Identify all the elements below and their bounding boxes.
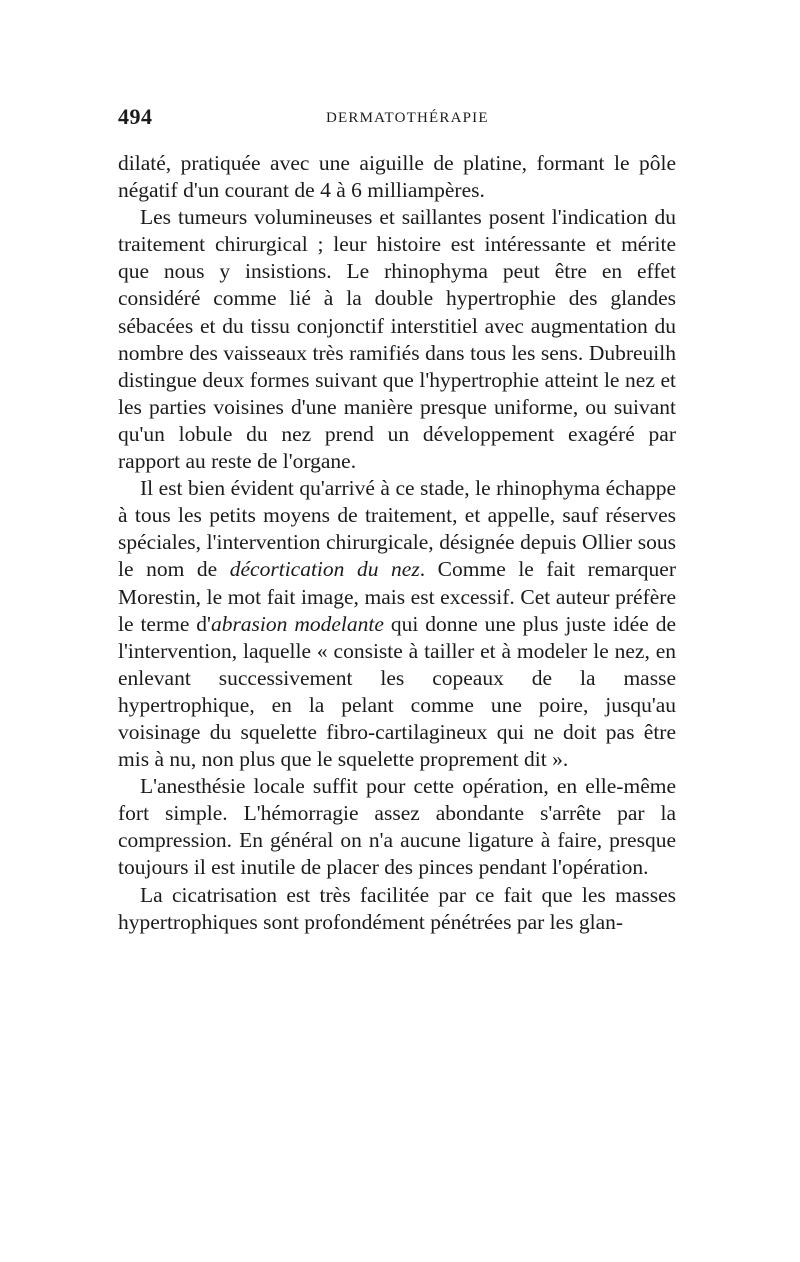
- paragraph-3-part-2: . Comme le fait remarquer Morestin, le mot fait image, mais est excessif. Cet auteur préfère le terme d': [118, 557, 676, 636]
- paragraph-3: [118, 475, 676, 773]
- page-number: 494: [118, 104, 153, 129]
- paragraph-3-part-1: Il est bien évident qu'arrivé à ce stade, le rhinophyma échappe à tous les petits moyens de traitement, et appelle, sauf réserves spéciales, l'intervention chirurgicale, désignée depuis Ollier sous le nom de: [118, 476, 676, 582]
- page-body: [118, 150, 676, 936]
- paragraph-3-part-3: qui donne une plus juste idée de l'intervention, laquelle « consiste à tailler et à modeler le nez, en enlevant successivement les copeaux de la masse hypertrophique, en la pelant comme une poire, jusqu'au voisinage du squelette fibro-cartilagineux qui ne doit pas être mis à nu, non plus que le squelette proprement dit ».: [118, 611, 676, 772]
- paragraph-2: Les tumeurs volumineuses et saillantes posent l'indication du traitement chirurgical ; leur histoire est intéressante et mérite que nous y insistions. Le rhinophyma peut être en effet considéré comme lié à la double hypertrophie des glandes sébacées et du tissu conjonctif interstitiel avec augmentation du nombre des vaisseaux très ramifiés dans tous les sens. Dubreuilh distingue deux formes suivant que l'hypertrophie atteint le nez et les parties voisines d'une manière presque uniforme, ou suivant qu'un lobule du nez prend un développement exagéré par rapport au reste de l'organe.: [118, 205, 676, 474]
- paragraph-1: dilaté, pratiquée avec une aiguille de platine, formant le pôle négatif d'un courant de 4 à 6 milliampères.: [118, 151, 676, 203]
- term-decortication: décortication du nez: [229, 557, 420, 582]
- paragraph-4: L'anesthésie locale suffit pour cette opération, en elle-même fort simple. L'hémorragie assez abondante s'arrête par la compression. En général on n'a aucune ligature à faire, presque toujours il est inutile de placer des pinces pendant l'opération.: [118, 774, 676, 880]
- term-abrasion-modelante: abrasion modelante: [210, 611, 384, 636]
- page-header: [118, 104, 678, 136]
- paragraph-5: La cicatrisation est très facilitée par ce fait que les masses hypertrophiques sont profondément pénétrées par les glan-: [118, 882, 676, 934]
- running-title: DERMATOTHÉRAPIE: [326, 110, 489, 126]
